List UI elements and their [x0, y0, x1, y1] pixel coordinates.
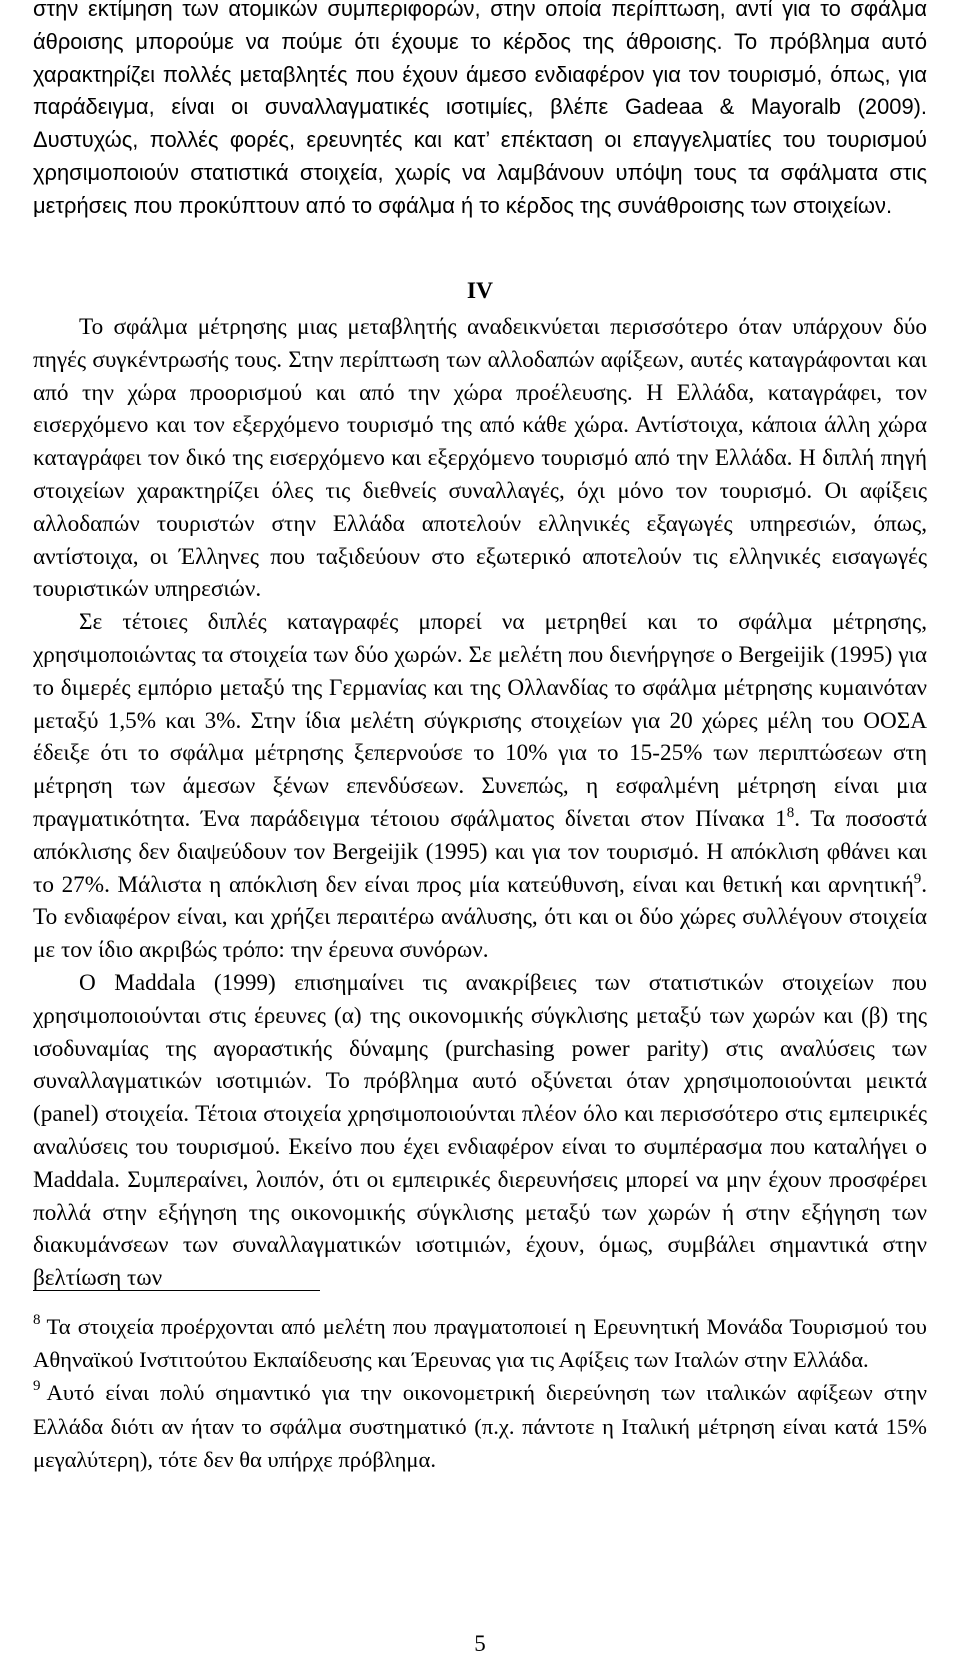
page-number: 5 [474, 1631, 486, 1656]
section-body [33, 311, 927, 1295]
footnote-8 [33, 1310, 927, 1376]
paragraph-text: . Τα ποσοστά απόκλισης δεν διαψεύδουν τον Bergeijik (1995) και για τον τουρισμό. Η απόκλιση φθάνει και το 27%. Μάλιστα η απόκλιση δεν είναι προς μία κατεύθυνση, είναι και θετική και αρνητική [33, 805, 927, 898]
intro-text-part1: στην εκτίμηση των ατομικών συμπεριφορών, στην οποία περίπτωση, αντί για το σφάλμα άθροισης μπορούμε να πούμε ότι έχουμε το κέρδος της άθροισης. Το πρόβλημα αυτό χαρακτηρίζει πολλές μεταβλητές που έχουν άμεσο ενδιαφέρον για τον τουρισμό, όπως, για παράδειγμα, είναι οι συναλλαγματικές ισοτιμίες, βλέπε Gadeaa & Mayoralb (2009). [33, 0, 927, 120]
body-paragraph-double-records [33, 606, 927, 967]
body-paragraph-measurement-error: Το σφάλμα μέτρησης μιας μεταβλητής αναδεικνύεται περισσότερο όταν υπάρχουν δύο πηγές συγκέντρωσής τους. Στην περίπτωση των αλλοδαπών αφίξεων, αυτές καταγράφονται και από την χώρα προορισμού και από την χώρα προέλευσης. Η Ελλάδα, καταγράφει, τον εισερχόμενο και τον εξερχόμενο τουρισμό της από κάθε χώρα. Αντίστοιχα, κάποια άλλη χώρα καταγράφει τον δικό της εισερχόμενο και εξερχόμενο τουρισμό από την Ελλάδα. Η διπλή πηγή στοιχείων χαρακτηρίζει όλες τις διεθνείς συναλλαγές, όχι μόνο τον τουρισμό. Οι αφίξεις αλλοδαπών τουριστών στην Ελλάδα αποτελούν ελληνικές εξαγωγές υπηρεσιών, όπως, αντίστοιχα, οι Έλληνες που ταξιδεύουν στο εξωτερικό αποτελούν τις ελληνικές εισαγωγές τουριστικών υπηρεσιών. [33, 314, 927, 603]
footnotes [33, 1310, 927, 1476]
paragraph-text: Σε τέτοιες διπλές καταγραφές μπορεί να μετρηθεί και το σφάλμα μέτρησης, χρησιμοποιώντας τα στοιχεία των δύο χωρών. Σε μελέτη που διενήργησε ο Bergeijik (1995) για το διμερές εμπόριο μεταξύ της Γερμανίας και της Ολλανδίας το σφάλμα μέτρησης κυμαινόταν μεταξύ 1,5% και 3%. Στην ίδια μελέτη σύγκρισης στοιχείων για 20 χώρες μέλη του ΟΟΣΑ έδειξε ότι το σφάλμα μέτρησης ξεπερνούσε το 10% για το 15-25% των περιπτώσεων στη μέτρηση των άμεσων ξένων επενδύσεων. Συνεπώς, η εσφαλμένη μέτρηση είναι μια πραγματικότητα. Ένα παράδειγμα τέτοιου σφάλματος δίνεται στον Πίνακα 1 [33, 609, 927, 832]
footnote-mark: 8 [33, 1312, 41, 1328]
footnote-reference-9[interactable]: 9 [913, 870, 922, 887]
footnote-separator [33, 1290, 320, 1291]
footnote-reference-8[interactable]: 8 [786, 804, 795, 821]
paragraph-text: . Το ενδιαφέρον είναι, και χρήζει περαιτέρω ανάλυσης, ότι και οι δύο χώρες συλλέγουν στοιχεία με τον ίδιο ακριβώς τρόπο: την έρευνα συνόρων. [33, 871, 927, 964]
footnote-mark: 9 [33, 1378, 41, 1395]
footnote-text: Αυτό είναι πολύ σημαντικό για την οικονομετρική διερεύνηση των ιταλικών αφίξεων στην Ελλάδα διότι αν ήταν το σφάλμα συστηματικό (π.χ. πάντοτε η Ιταλική μέτρηση είναι κατά 15% μεγαλύτερη), τότε δεν θα υπήρχε πρόβλημα. [33, 1380, 927, 1472]
intro-text-part2: Δυστυχώς, πολλές φορές, ερευνητές και κατ’ επέκταση οι επαγγελματίες του τουρισμού χρησιμοποιούν στατιστικά στοιχεία, χωρίς να λαμβάνουν υπόψη τους τα σφάλματα στις μετρήσεις που προκύπτουν από το σφάλμα ή το κέρδος της συνάθροισης των στοιχείων. [33, 127, 927, 218]
section-heading: IV [466, 278, 494, 304]
footnote-9 [33, 1376, 927, 1476]
body-paragraph-maddala: Ο Maddala (1999) επισημαίνει τις ανακρίβειες των στατιστικών στοιχείων που χρησιμοποιούνται στις έρευνες (α) της οικονομικής σύγκλισης μεταξύ των χωρών και (β) της ισοδυναμίας της αγοραστικής δύναμης (purchasing power parity) στις αναλύσεις των συναλλαγματικών ισοτιμιών. Το πρόβλημα αυτό οξύνεται όταν χρησιμοποιούνται μεικτά (panel) στοιχεία. Τέτοια στοιχεία χρησιμοποιούνται πλέον όλο και περισσότερο στις εμπειρικές αναλύσεις του τουρισμού. Εκείνο που έχει ενδιαφέρον είναι το συμπέρασμα που καταλήγει ο Maddala. Συμπεραίνει, λοιπόν, ότι οι εμπειρικές διερευνήσεις μπορεί να μην έχουν προσφέρει πολλά στην εξήγηση της οικονομικής σύγκλισης μεταξύ των χωρών ή στην εξήγηση των διακυμάνσεων των συναλλαγματικών ισοτιμιών, έχουν, όμως, συμβάλει σημαντικά στην βελτίωση των [33, 969, 927, 1292]
intro-paragraph [33, 0, 927, 223]
footnote-text: Τα στοιχεία προέρχονται από μελέτη που πραγματοποιεί η Ερευνητική Μονάδα Τουρισμού του Αθηναϊκού Ινστιτούτου Εκπαίδευσης και Έρευνας για τις Αφίξεις των Ιταλών στην Ελλάδα. [33, 1314, 927, 1373]
